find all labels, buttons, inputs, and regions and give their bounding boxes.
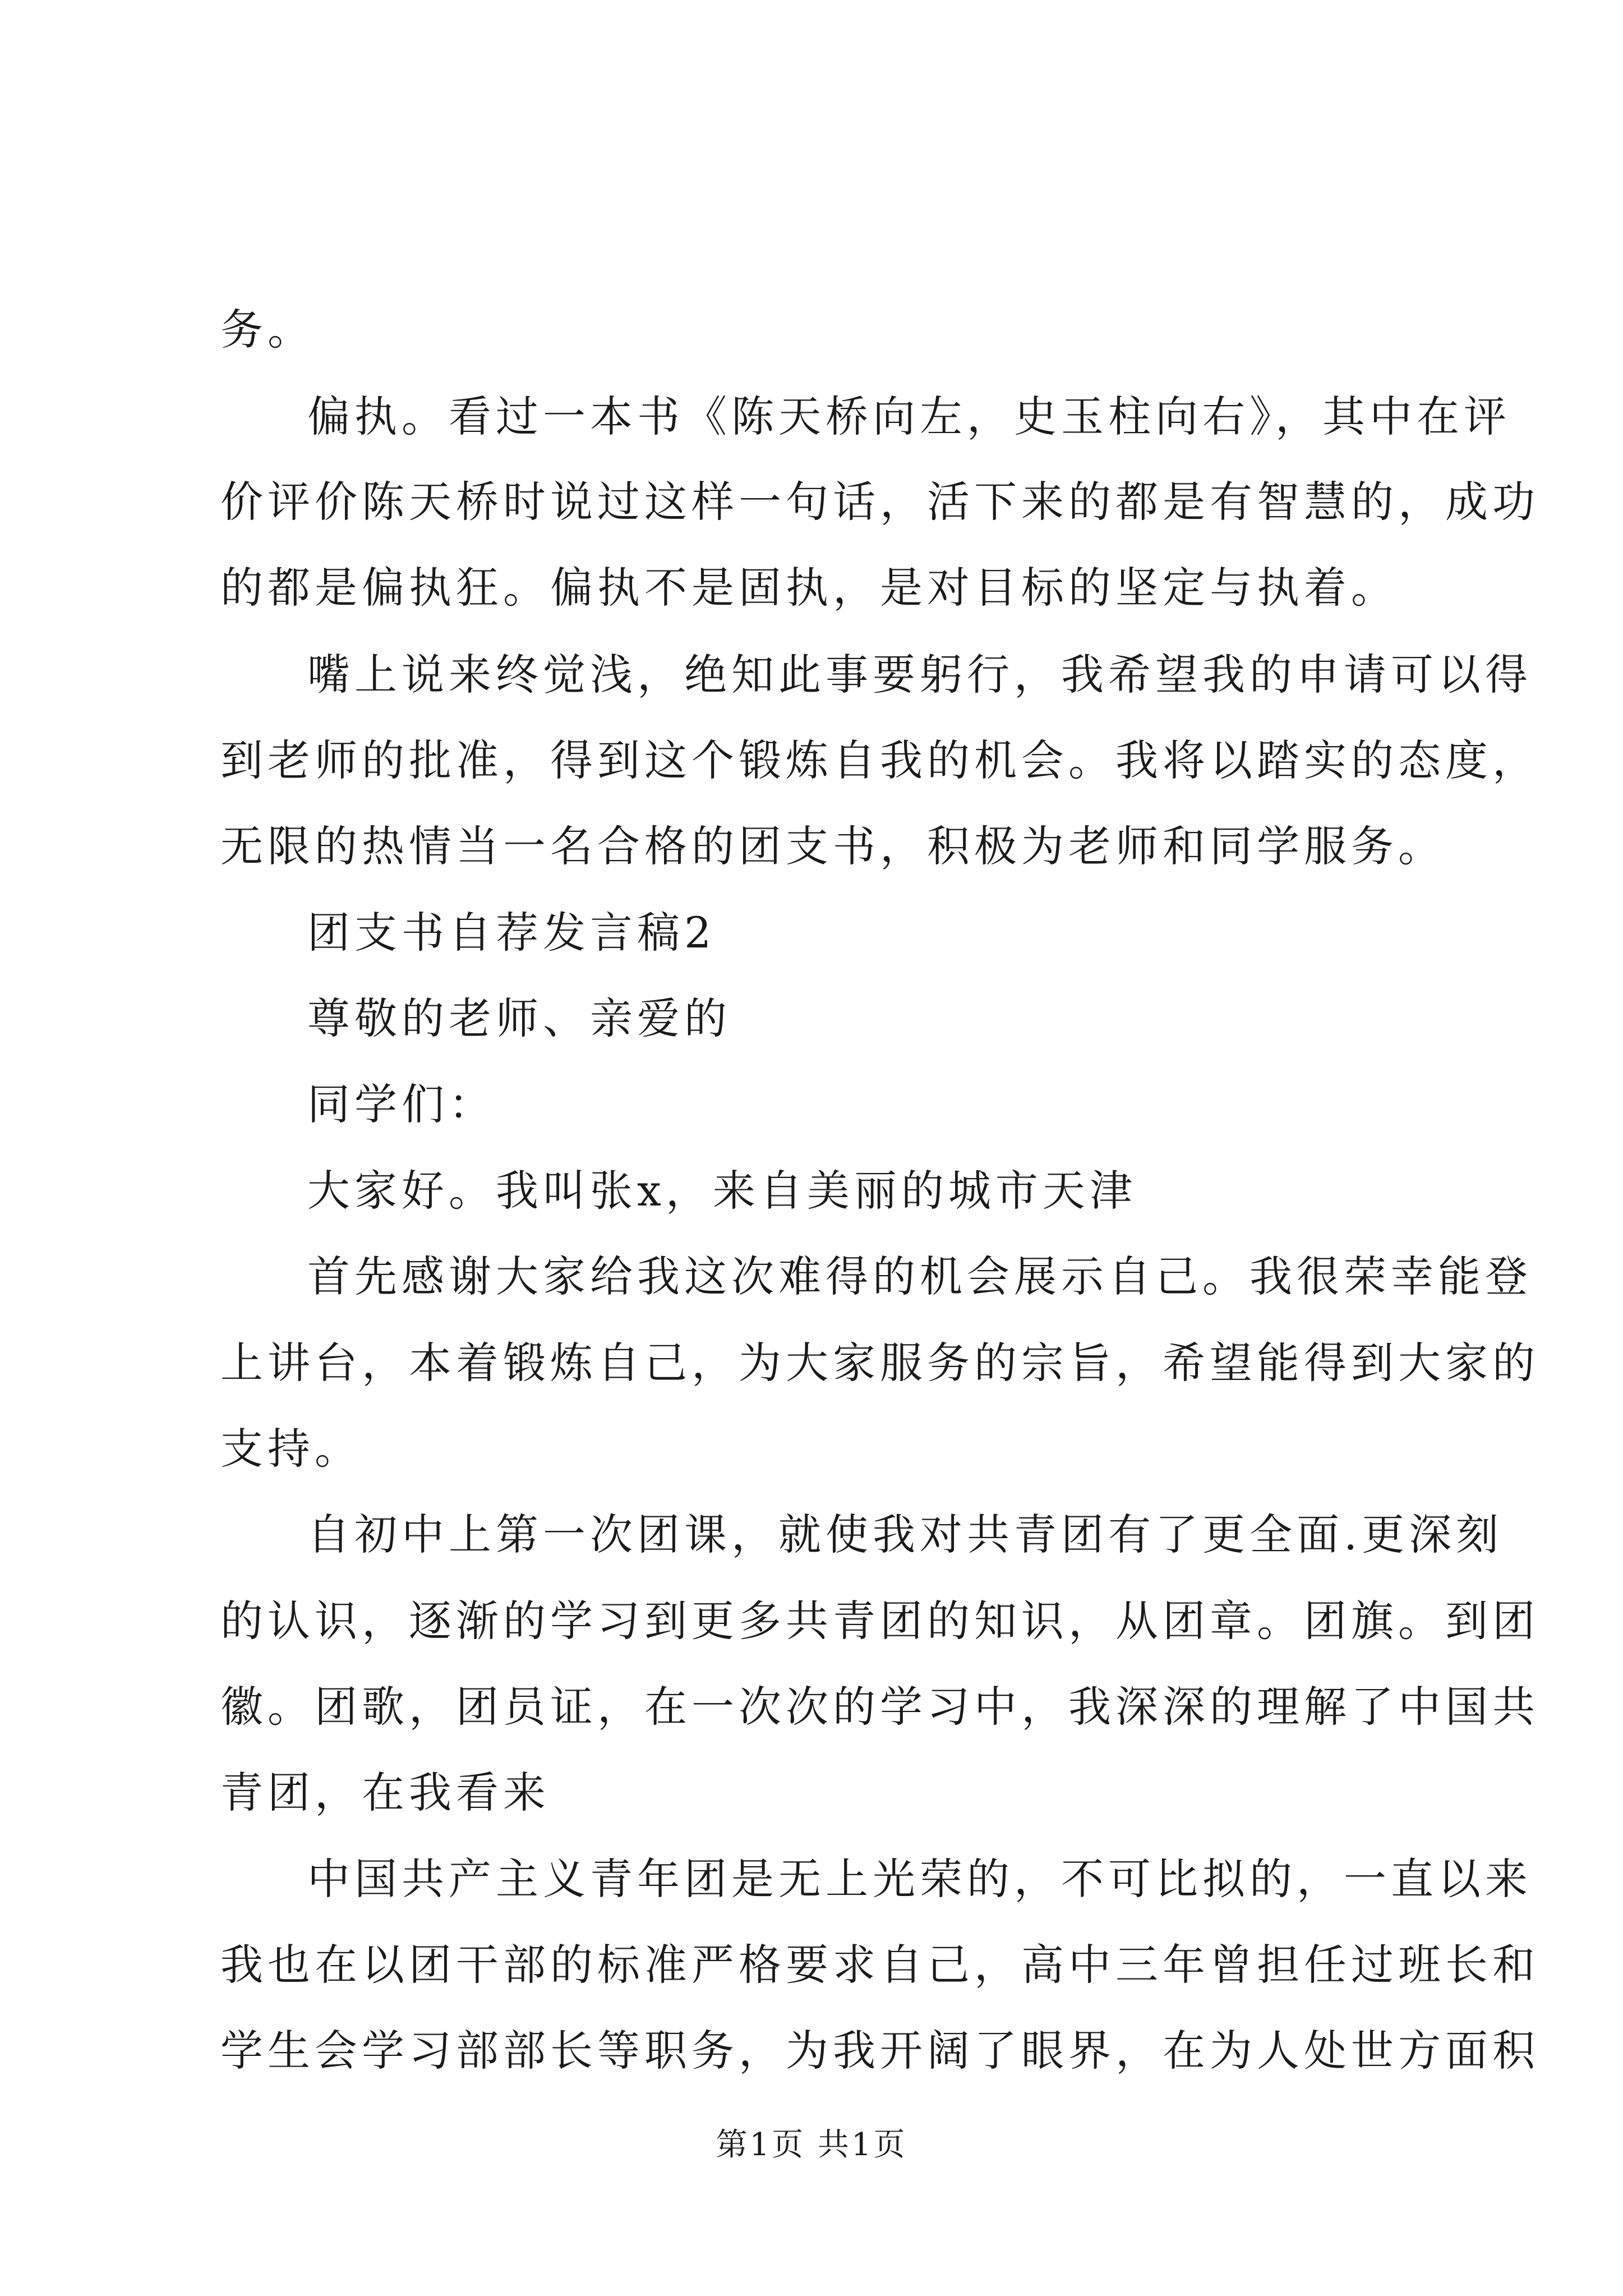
text-line: 务。: [220, 305, 315, 355]
paragraph-line: 嘴上说来终觉浅，绝知此事要躬行，我希望我的申请可以得: [307, 650, 1532, 700]
text-line: 徽。团歌，团员证，在一次次的学习中，我深深的理解了中国共: [220, 1682, 1539, 1732]
text-line: 到老师的批准，得到这个锻炼自我的机会。我将以踏实的态度，: [220, 735, 1539, 785]
section-heading: 团支书自荐发言稿2: [307, 908, 716, 958]
text-line: 的认识，逐渐的学习到更多共青团的知识，从团章。团旗。到团: [220, 1596, 1539, 1646]
text-line: 学生会学习部部长等职务，为我开阔了眼界，在为人处世方面积: [220, 2026, 1539, 2076]
paragraph-line: 中国共产主义青年团是无上光荣的，不可比拟的，一直以来: [307, 1854, 1532, 1904]
page-number-footer: 第1页 共1页: [716, 2127, 907, 2163]
paragraph-line: 自初中上第一次团课，就使我对共青团有了更全面.更深刻: [307, 1510, 1504, 1559]
text-line: 的都是偏执狂。偏执不是固执，是对目标的坚定与执着。: [220, 563, 1398, 613]
text-line: 我也在以团干部的标准严格要求自己，高中三年曾担任过班长和: [220, 1940, 1539, 1990]
text-line: 上讲台，本着锻炼自己，为大家服务的宗旨，希望能得到大家的: [220, 1338, 1539, 1388]
paragraph-line: 偏执。看过一本书《陈天桥向左，史玉柱向右》，其中在评: [307, 392, 1511, 441]
paragraph-line: 首先感谢大家给我这次难得的机会展示自己。我很荣幸能登: [307, 1251, 1532, 1301]
salutation-line: 尊敬的老师、亲爱的: [307, 993, 731, 1043]
paragraph-line: 大家好。我叫张x，来自美丽的城市天津: [307, 1166, 1137, 1216]
text-line: 无限的热情当一名合格的团支书，积极为老师和同学服务。: [220, 821, 1445, 871]
text-line: 支持。: [220, 1424, 362, 1474]
text-line: 青团，在我看来: [220, 1768, 550, 1818]
text-line: 价评价陈天桥时说过这样一句话，活下来的都是有智慧的，成功: [220, 477, 1539, 527]
salutation-line: 同学们：: [307, 1079, 496, 1129]
